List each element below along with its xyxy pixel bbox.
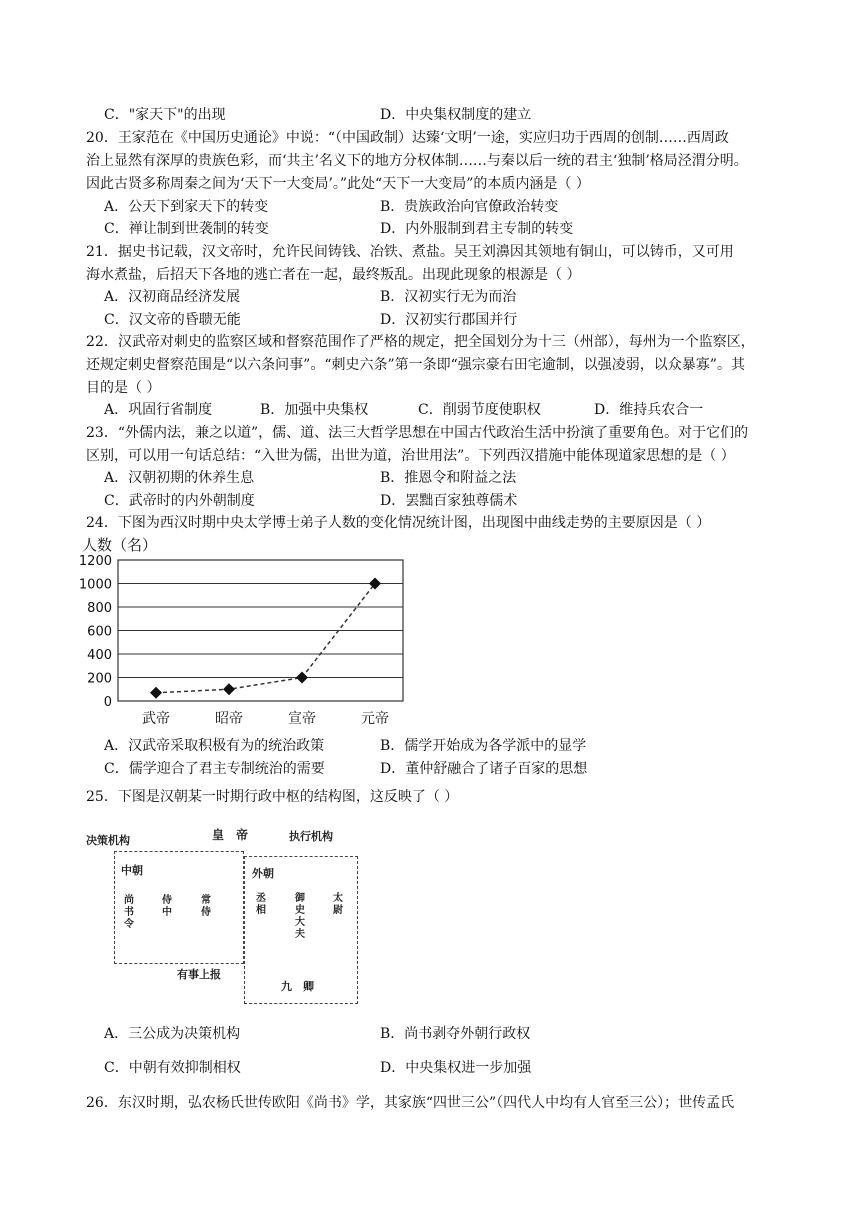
q21-option-c: C．汉文帝的昏聩无能 xyxy=(104,312,241,328)
inner-item-changshi: 常侍 xyxy=(201,895,211,918)
students-line-chart xyxy=(76,534,416,730)
chart-ytick-label: 0 xyxy=(103,695,112,710)
chart-ytick-label: 200 xyxy=(87,671,112,687)
chart-data-point xyxy=(150,687,162,699)
q19-option-c: C．"家天下"的出现 xyxy=(104,107,226,123)
chart-ytick-label: 800 xyxy=(87,601,112,616)
q25-stem-line1: 25．下图是汉朝某一时期行政中枢的结构图，这反映了（ ） xyxy=(86,789,459,805)
government-structure-diagram xyxy=(84,820,374,1010)
outer-item-yushidafu: 御史大夫 xyxy=(295,893,305,940)
q20-stem-line2: 治上显然有深厚的贵族色彩，而‘共主’名义下的地方分权体制……与秦以后一统的君主‘独制’格局泾渭分明。 xyxy=(86,153,748,169)
q21-option-b: B．汉初实行无为而治 xyxy=(380,289,517,305)
q25-option-b: B．尚书剥夺外朝行政权 xyxy=(380,1026,531,1042)
q21-option-a: A．汉初商品经济发展 xyxy=(104,289,241,305)
inner-court-label: 中朝 xyxy=(121,864,143,877)
q19-option-d: D．中央集权制度的建立 xyxy=(380,107,532,123)
q24-stem-line1: 24．下图为西汉时期中央太学博士弟子人数的变化情况统计图，出现图中曲线走势的主要原因是（ ） xyxy=(86,515,711,531)
q22-option-a: A．巩固行省制度 xyxy=(104,402,213,418)
outer-item-taiwei: 太尉 xyxy=(333,893,343,916)
outer-court-label: 外朝 xyxy=(252,867,274,880)
q22-option-b: B．加强中央集权 xyxy=(260,402,369,418)
report-label: 有事上报 xyxy=(177,968,221,981)
chart-xtick-label: 武帝 xyxy=(142,711,170,727)
chart-data-point xyxy=(296,672,308,684)
nine-ministers-label: 九 卿 xyxy=(281,980,314,993)
q20-option-d: D．内外服制到君主专制的转变 xyxy=(380,221,574,237)
q23-stem-line1: 23．“外儒内法，兼之以道”，儒、道、法三大哲学思想在中国古代政治生活中扮演了重要角色。对于它们的 xyxy=(86,425,749,441)
q22-stem-line1: 22．汉武帝对刺史的监察区域和督察范围作了严格的规定，把全国划分为十三（州部），每州为一个监察区， xyxy=(86,334,755,350)
q20-stem-line3: 因此古贤多称周秦之间为‘天下一大变局’。”此处“天下一大变局”的本质内涵是（ ） xyxy=(86,176,590,192)
q23-option-a: A．汉朝初期的休养生息 xyxy=(104,470,255,486)
chart-ytick-label: 400 xyxy=(87,648,112,663)
executive-body-label: 执行机构 xyxy=(289,830,333,843)
chart-ylabel: 人数（名） xyxy=(82,536,158,554)
chart-ytick-label: 1000 xyxy=(78,577,112,593)
decision-body-label: 决策机构 xyxy=(86,834,130,847)
chart-xtick-label: 昭帝 xyxy=(215,711,243,727)
q21-option-d: D．汉初实行郡国并行 xyxy=(380,312,518,328)
q21-stem-line1: 21．据史书记载，汉文帝时，允许民间铸钱、冶铁、煮盐。吴王刘濞因其领地有铜山，可以铸币，又可用 xyxy=(86,244,734,260)
chart-data-point xyxy=(223,683,235,695)
q20-option-b: B．贵族政治向官僚政治转变 xyxy=(380,199,559,215)
q22-stem-line3: 目的是（ ） xyxy=(86,380,161,396)
q24-option-a: A．汉武帝采取积极有为的统治政策 xyxy=(104,738,325,754)
outer-item-chengxiang: 丞相 xyxy=(256,893,266,916)
q25-option-d: D．中央集权进一步加强 xyxy=(380,1060,532,1076)
q23-stem-line2: 区别，可以用一句话总结：“入世为儒，出世为道，治世用法”。下列西汉措施中能体现道家思想的是（ ） xyxy=(86,448,735,464)
chart-ytick-label: 1200 xyxy=(78,554,112,569)
q24-option-c: C．儒学迎合了君主专制统治的需要 xyxy=(104,761,325,777)
q20-stem-line1: 20．王家范在《中国历史通论》中说：“（中国政制）达臻‘文明’一途，实应归功于西周的创制……西周政 xyxy=(86,130,729,146)
q23-option-c: C．武帝时的内外朝制度 xyxy=(104,493,255,509)
q20-option-c: C．禅让制到世袭制的转变 xyxy=(104,221,269,237)
emperor-label: 皇 帝 xyxy=(212,828,249,842)
q23-option-b: B．推恩令和附益之法 xyxy=(380,470,517,486)
chart-xtick-label: 宣帝 xyxy=(288,711,316,727)
q22-option-c: C．削弱节度使职权 xyxy=(418,402,541,418)
inner-item-shangshuling: 尚书令 xyxy=(124,895,134,930)
q24-option-b: B．儒学开始成为各学派中的显学 xyxy=(380,738,587,754)
q21-stem-line2: 海水煮盐，后招天下各地的逃亡者在一起，最终叛乱。出现此现象的根源是（ ） xyxy=(86,267,581,283)
q23-option-d: D．罢黜百家独尊儒术 xyxy=(380,493,518,509)
q26-stem-line1: 26．东汉时期，弘农杨氏世传欧阳《尚书》学，其家族“四世三公”（四代人中均有人官至三公）；世传孟氏 xyxy=(86,1095,735,1111)
q22-stem-line2: 还规定刺史督察范围是“以六条问事”。“刺史六条”第一条即“强宗豪右田宅逾制，以强凌弱，以众暴寡”。其 xyxy=(86,357,745,373)
q24-option-d: D．董仲舒融合了诸子百家的思想 xyxy=(380,761,588,777)
chart-ytick-label: 600 xyxy=(87,624,112,640)
chart-xtick-label: 元帝 xyxy=(361,711,389,727)
q25-option-a: A．三公成为决策机构 xyxy=(104,1026,241,1042)
q20-option-a: A．公天下到家天下的转变 xyxy=(104,199,269,215)
q22-option-d: D．维持兵农合一 xyxy=(594,402,704,418)
inner-item-shizhong: 侍中 xyxy=(162,895,172,918)
q25-option-c: C．中朝有效抑制相权 xyxy=(104,1060,241,1076)
chart-series-line xyxy=(156,584,375,693)
